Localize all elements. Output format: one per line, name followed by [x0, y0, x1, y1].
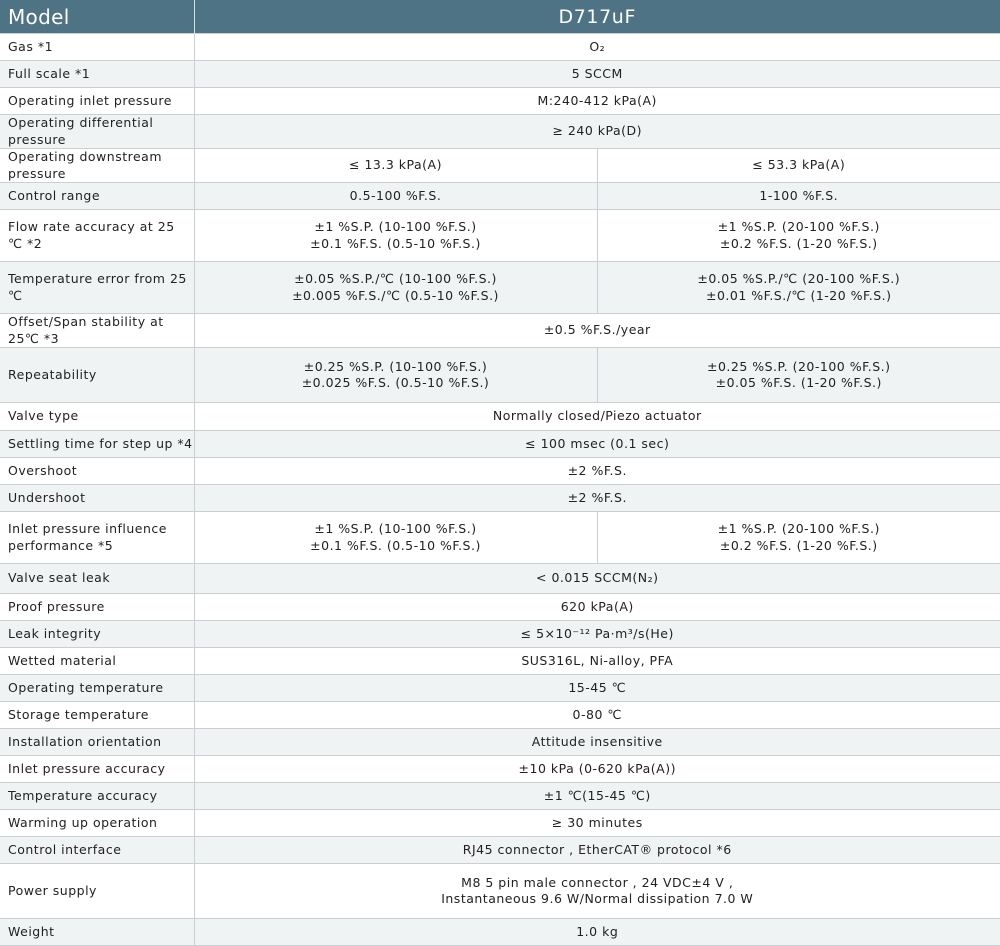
spec-value: 15-45 ℃: [194, 675, 1000, 702]
cell-line: M8 5 pin male connector , 24 VDC±4 V ,: [195, 875, 1000, 892]
spec-label: Inlet pressure accuracy: [0, 756, 194, 783]
spec-value: 620 kPa(A): [194, 594, 1000, 621]
spec-value-right: [597, 210, 1000, 262]
spec-label: Power supply: [0, 864, 194, 919]
spec-value: Attitude insensitive: [194, 729, 1000, 756]
spec-row-power-supply: [0, 864, 1000, 919]
cell-line: Instantaneous 9.6 W/Normal dissipation 7.0 W: [195, 891, 1000, 908]
spec-value: ≥ 240 kPa(D): [194, 115, 1000, 149]
spec-label: Installation orientation: [0, 729, 194, 756]
spec-value-right: ≤ 53.3 kPa(A): [597, 149, 1000, 183]
cell-line: ±0.25 %S.P. (10-100 %F.S.): [195, 359, 597, 376]
cell-line: ±0.05 %F.S. (1-20 %F.S.): [598, 375, 1000, 392]
spec-row-overshoot: [0, 458, 1000, 485]
spec-label: Operating temperature: [0, 675, 194, 702]
spec-value-left: [194, 512, 597, 564]
spec-label: Temperature accuracy: [0, 783, 194, 810]
model-header-label: Model: [0, 0, 194, 34]
cell-line: ±1 %S.P. (10-100 %F.S.): [195, 521, 597, 538]
spec-row-temperature-accuracy: [0, 783, 1000, 810]
cell-line: ±0.1 %F.S. (0.5-10 %F.S.): [195, 538, 597, 555]
cell-line: ±1 %S.P. (10-100 %F.S.): [195, 219, 597, 236]
spec-label: Operating inlet pressure: [0, 88, 194, 115]
spec-value: O₂: [194, 34, 1000, 61]
spec-value-right: 1-100 %F.S.: [597, 183, 1000, 210]
spec-label: Operating downstream pressure: [0, 149, 194, 183]
spec-value: ±1 ℃(15-45 ℃): [194, 783, 1000, 810]
spec-row-operating-inlet-pressure: [0, 88, 1000, 115]
spec-row-operating-downstream-pressure: [0, 149, 1000, 183]
spec-row-control-interface: [0, 837, 1000, 864]
spec-row-valve-type: [0, 403, 1000, 431]
spec-row-weight: [0, 919, 1000, 946]
spec-row-inlet-pressure-accuracy: [0, 756, 1000, 783]
spec-label: Gas *1: [0, 34, 194, 61]
spec-value: M:240-412 kPa(A): [194, 88, 1000, 115]
cell-line: performance *5: [8, 538, 194, 555]
cell-line: ±0.05 %S.P./℃ (10-100 %F.S.): [195, 271, 597, 288]
spec-label: Temperature error from 25 ℃: [0, 262, 194, 314]
spec-label: Repeatability: [0, 348, 194, 403]
spec-value: ±2 %F.S.: [194, 485, 1000, 512]
spec-row-leak-integrity: [0, 621, 1000, 648]
spec-row-proof-pressure: [0, 594, 1000, 621]
spec-label: Offset/Span stability at 25℃ *3: [0, 314, 194, 348]
cell-line: Inlet pressure influence: [8, 521, 194, 538]
spec-value: 1.0 kg: [194, 919, 1000, 946]
cell-line: ±0.2 %F.S. (1-20 %F.S.): [598, 538, 1000, 555]
spec-value-right: [597, 262, 1000, 314]
spec-row-operating-differential-pressure: [0, 115, 1000, 149]
spec-value-left: [194, 210, 597, 262]
spec-row-operating-temperature: [0, 675, 1000, 702]
spec-row-installation-orientation: [0, 729, 1000, 756]
spec-label: Storage temperature: [0, 702, 194, 729]
spec-label: [0, 512, 194, 564]
spec-value: [194, 864, 1000, 919]
spec-label: Overshoot: [0, 458, 194, 485]
spec-label: Control interface: [0, 837, 194, 864]
spec-value-left: 0.5-100 %F.S.: [194, 183, 597, 210]
spec-value: SUS316L, Ni-alloy, PFA: [194, 648, 1000, 675]
spec-value: Normally closed/Piezo actuator: [194, 403, 1000, 431]
spec-label: Weight: [0, 919, 194, 946]
spec-label: Undershoot: [0, 485, 194, 512]
cell-line: ±0.01 %F.S./℃ (1-20 %F.S.): [598, 288, 1000, 305]
spec-label: Valve seat leak: [0, 564, 194, 594]
spec-row-undershoot: [0, 485, 1000, 512]
spec-label: Warming up operation: [0, 810, 194, 837]
spec-row-settling-time-for-step-up-4: [0, 431, 1000, 458]
spec-value: ±10 kPa (0-620 kPa(A)): [194, 756, 1000, 783]
spec-row-gas-1: [0, 34, 1000, 61]
spec-value-left: ≤ 13.3 kPa(A): [194, 149, 597, 183]
spec-row-temperature-error-from-25: [0, 262, 1000, 314]
spec-value: < 0.015 SCCM(N₂): [194, 564, 1000, 594]
cell-line: ±0.1 %F.S. (0.5-10 %F.S.): [195, 236, 597, 253]
spec-row-storage-temperature: [0, 702, 1000, 729]
spec-value: RJ45 connector , EtherCAT® protocol *6: [194, 837, 1000, 864]
spec-row-offset-span-stability-at-25-3: [0, 314, 1000, 348]
spec-label: Flow rate accuracy at 25 ℃ *2: [0, 210, 194, 262]
spec-value: ≥ 30 minutes: [194, 810, 1000, 837]
spec-value: ≤ 5×10⁻¹² Pa·m³/s(He): [194, 621, 1000, 648]
spec-row-flow-rate-accuracy-at-25-2: [0, 210, 1000, 262]
spec-label: Control range: [0, 183, 194, 210]
spec-value: ≤ 100 msec (0.1 sec): [194, 431, 1000, 458]
spec-value-right: [597, 348, 1000, 403]
spec-value-left: [194, 348, 597, 403]
spec-value: ±2 %F.S.: [194, 458, 1000, 485]
spec-label: Leak integrity: [0, 621, 194, 648]
model-name: D717uF: [194, 0, 1000, 34]
spec-value: 5 SCCM: [194, 61, 1000, 88]
spec-row-inlet-pressure-influence-performance-5: [0, 512, 1000, 564]
cell-line: ±0.2 %F.S. (1-20 %F.S.): [598, 236, 1000, 253]
spec-value-right: [597, 512, 1000, 564]
spec-label: Proof pressure: [0, 594, 194, 621]
cell-line: ±1 %S.P. (20-100 %F.S.): [598, 521, 1000, 538]
spec-label: Operating differential pressure: [0, 115, 194, 149]
cell-line: ±0.25 %S.P. (20-100 %F.S.): [598, 359, 1000, 376]
spec-row-control-range: [0, 183, 1000, 210]
cell-line: ±0.025 %F.S. (0.5-10 %F.S.): [195, 375, 597, 392]
spec-label: Valve type: [0, 403, 194, 431]
spec-label: Wetted material: [0, 648, 194, 675]
spec-value: ±0.5 %F.S./year: [194, 314, 1000, 348]
spec-value: 0-80 ℃: [194, 702, 1000, 729]
spec-label: Settling time for step up *4: [0, 431, 194, 458]
spec-row-repeatability: [0, 348, 1000, 403]
spec-label: Full scale *1: [0, 61, 194, 88]
spec-row-full-scale-1: [0, 61, 1000, 88]
header-row: [0, 0, 1000, 34]
cell-line: ±1 %S.P. (20-100 %F.S.): [598, 219, 1000, 236]
spec-row-wetted-material: [0, 648, 1000, 675]
spec-row-valve-seat-leak: [0, 564, 1000, 594]
cell-line: ±0.05 %S.P./℃ (20-100 %F.S.): [598, 271, 1000, 288]
spec-value-left: [194, 262, 597, 314]
cell-line: ±0.005 %F.S./℃ (0.5-10 %F.S.): [195, 288, 597, 305]
spec-row-warming-up-operation: [0, 810, 1000, 837]
